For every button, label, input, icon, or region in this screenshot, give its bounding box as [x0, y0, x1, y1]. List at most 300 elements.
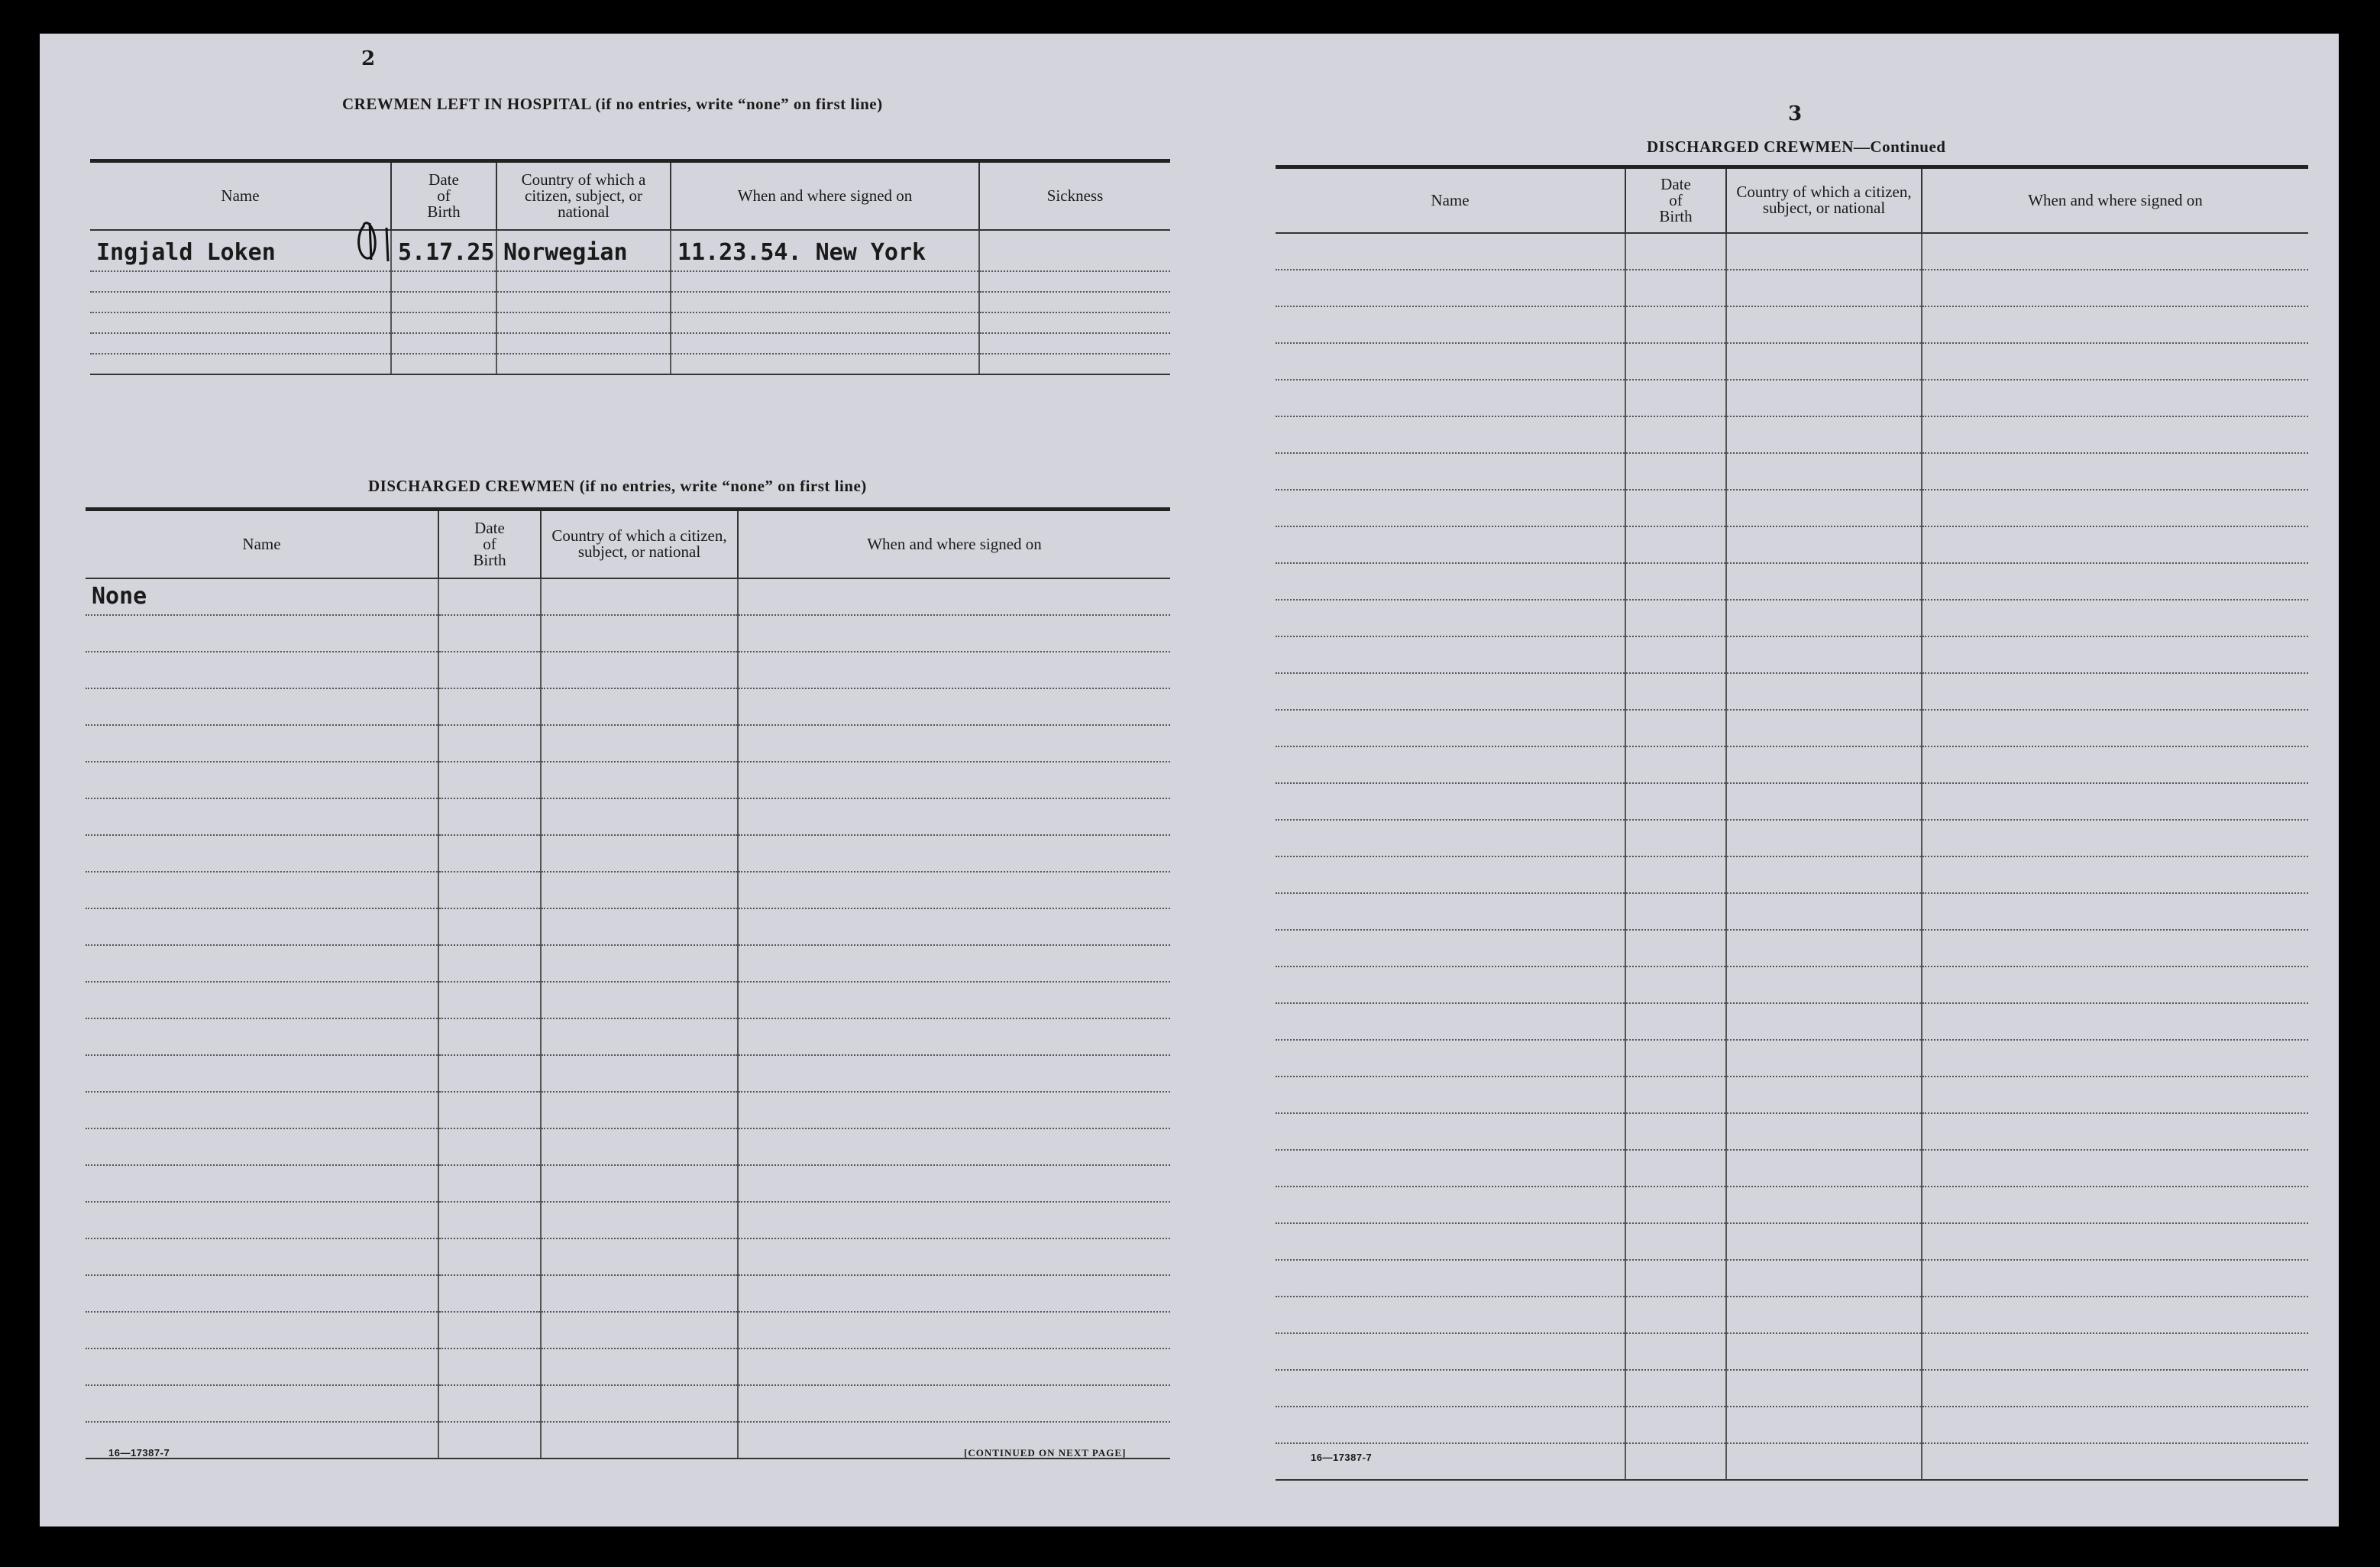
table-cell — [1625, 636, 1726, 673]
table-cell — [1276, 563, 1625, 600]
table-cell — [1625, 1333, 1726, 1370]
table-cell — [541, 945, 738, 982]
table-cell — [86, 1202, 438, 1238]
table-cell — [1625, 856, 1726, 893]
table-cell — [1276, 1187, 1625, 1223]
table-cell — [1922, 856, 2308, 893]
cell-text: None — [92, 582, 147, 610]
table-cell — [1726, 710, 1922, 746]
table-row — [86, 1092, 1170, 1128]
table-cell — [541, 1202, 738, 1238]
table-cell — [1922, 1407, 2308, 1443]
table-cell — [1625, 416, 1726, 453]
table-row — [1276, 1297, 2308, 1333]
table-cell — [1276, 526, 1625, 563]
table-cell — [541, 1128, 738, 1165]
table-cell — [86, 725, 438, 762]
table-row — [1276, 893, 2308, 930]
table-cell — [1276, 746, 1625, 783]
table-cell — [1726, 746, 1922, 783]
table-cell — [438, 652, 541, 688]
table-row — [1276, 1150, 2308, 1187]
discharged-continued-header — [1276, 167, 2308, 233]
table-cell — [86, 1348, 438, 1385]
table-cell — [1625, 1150, 1726, 1187]
col-name-header: Name — [1276, 167, 1625, 233]
discharged-section-title — [368, 477, 867, 496]
table-row — [1276, 1040, 2308, 1077]
table-row — [90, 312, 1170, 333]
table-cell — [738, 1128, 1170, 1165]
table-cell — [1276, 1040, 1625, 1077]
table-row — [1276, 1407, 2308, 1443]
table-row — [86, 1312, 1170, 1348]
table-cell — [1625, 930, 1726, 966]
table-row — [86, 945, 1170, 982]
table-cell — [1726, 1260, 1922, 1297]
table-cell — [90, 292, 391, 312]
table-cell — [979, 333, 1170, 354]
table-cell — [1922, 1150, 2308, 1187]
table-cell — [738, 1165, 1170, 1202]
table-row — [86, 615, 1170, 652]
table-cell — [496, 333, 671, 354]
table-cell — [671, 230, 979, 271]
table-row — [1276, 1187, 2308, 1223]
table-cell — [541, 1422, 738, 1459]
table-cell — [1276, 893, 1625, 930]
table-cell — [1726, 453, 1922, 490]
table-cell — [1726, 270, 1922, 306]
table-cell — [1726, 1370, 1922, 1407]
table-row — [1276, 526, 2308, 563]
table-cell — [1726, 930, 1922, 966]
table-cell — [541, 1348, 738, 1385]
table-cell — [979, 354, 1170, 374]
table-cell — [541, 1092, 738, 1128]
table-cell — [1726, 1040, 1922, 1077]
table-row — [1276, 673, 2308, 710]
table-cell — [738, 688, 1170, 725]
table-cell — [1922, 636, 2308, 673]
table-row — [86, 1055, 1170, 1092]
table-cell — [1625, 600, 1726, 636]
table-cell — [1276, 416, 1625, 453]
col-dob-header: Date of Birth — [438, 510, 541, 578]
cell-text: Norwegian — [503, 238, 628, 266]
table-cell — [1726, 1333, 1922, 1370]
table-cell — [1276, 783, 1625, 820]
table-cell — [438, 578, 541, 615]
table-cell — [1922, 306, 2308, 343]
table-cell — [1922, 233, 2308, 270]
table-cell — [1922, 820, 2308, 856]
table-cell — [738, 908, 1170, 945]
table-cell — [979, 230, 1170, 271]
table-cell — [1625, 1113, 1726, 1150]
table-cell — [738, 945, 1170, 982]
table-cell — [1922, 783, 2308, 820]
table-cell — [90, 333, 391, 354]
table-cell — [1276, 1223, 1625, 1260]
table-cell — [496, 292, 671, 312]
table-cell — [90, 271, 391, 292]
table-cell — [1726, 673, 1922, 710]
table-row — [86, 1238, 1170, 1275]
table-cell — [1922, 1113, 2308, 1150]
table-cell — [1726, 343, 1922, 380]
table-cell — [1625, 1040, 1726, 1077]
table-row — [1276, 490, 2308, 526]
table-cell — [1922, 1223, 2308, 1260]
table-cell — [738, 835, 1170, 872]
table-cell — [1276, 1150, 1625, 1187]
table-cell — [1276, 270, 1625, 306]
table-cell — [1625, 1003, 1726, 1040]
table-cell — [86, 1238, 438, 1275]
table-cell — [979, 312, 1170, 333]
table-cell — [1922, 1297, 2308, 1333]
table-cell — [541, 688, 738, 725]
table-cell — [1726, 563, 1922, 600]
continued-note: [CONTINUED ON NEXT PAGE] — [964, 1447, 1127, 1459]
table-cell — [438, 1422, 541, 1459]
table-cell — [738, 1238, 1170, 1275]
table-cell — [1726, 306, 1922, 343]
table-cell — [1922, 270, 2308, 306]
table-cell — [1625, 380, 1726, 416]
table-cell — [86, 688, 438, 725]
table-row — [86, 908, 1170, 945]
table-row — [86, 1385, 1170, 1422]
table-cell — [1726, 1407, 1922, 1443]
table-cell — [1276, 1077, 1625, 1113]
table-row — [86, 578, 1170, 615]
table-cell — [1276, 1003, 1625, 1040]
table-cell — [438, 1128, 541, 1165]
table-cell — [438, 615, 541, 652]
table-cell — [1922, 1260, 2308, 1297]
discharged-continued-title: DISCHARGED CREWMEN—Continued — [1647, 138, 1946, 156]
table-cell — [1922, 416, 2308, 453]
table-row — [86, 1165, 1170, 1202]
table-row — [1276, 1077, 2308, 1113]
table-cell — [1726, 1150, 1922, 1187]
cell-text: 5.17.25 — [398, 238, 495, 266]
table-cell — [1276, 1333, 1625, 1370]
table-cell — [671, 292, 979, 312]
document-sheet — [40, 34, 2339, 1527]
table-cell — [86, 762, 438, 798]
table-cell — [1276, 636, 1625, 673]
table-row — [86, 1128, 1170, 1165]
table-cell — [438, 1202, 541, 1238]
table-cell — [671, 271, 979, 292]
table-cell — [1922, 1003, 2308, 1040]
table-cell — [86, 945, 438, 982]
table-row — [86, 1348, 1170, 1385]
hospital-table-header — [90, 161, 1170, 230]
table-cell — [86, 982, 438, 1018]
table-cell — [438, 1092, 541, 1128]
table-cell — [1276, 930, 1625, 966]
table-cell — [1625, 1223, 1726, 1260]
table-row — [1276, 1223, 2308, 1260]
hospital-section-title — [342, 95, 883, 114]
table-cell — [391, 292, 496, 312]
table-cell — [738, 1348, 1170, 1385]
table-cell — [1922, 1443, 2308, 1480]
table-cell — [738, 982, 1170, 1018]
table-cell — [1922, 1333, 2308, 1370]
form-number-right: 16—17387-7 — [1311, 1452, 1373, 1463]
table-cell — [738, 762, 1170, 798]
table-cell — [1922, 526, 2308, 563]
table-cell — [738, 578, 1170, 615]
table-cell — [1625, 1443, 1726, 1480]
col-signed-on-header: When and where signed on — [738, 510, 1170, 578]
table-cell — [541, 1275, 738, 1312]
table-cell — [738, 1202, 1170, 1238]
table-row — [1276, 233, 2308, 270]
table-cell — [1922, 1077, 2308, 1113]
table-cell — [1625, 673, 1726, 710]
col-country-header: Country of which a citizen, subject, or national — [1726, 167, 1922, 233]
table-cell — [438, 1348, 541, 1385]
table-cell — [541, 1018, 738, 1055]
table-cell — [541, 725, 738, 762]
table-cell — [1625, 490, 1726, 526]
table-cell — [1922, 1187, 2308, 1223]
table-cell — [86, 1312, 438, 1348]
table-cell — [1726, 490, 1922, 526]
table-cell — [541, 872, 738, 908]
table-cell — [1922, 746, 2308, 783]
table-cell — [438, 1018, 541, 1055]
table-row — [1276, 416, 2308, 453]
table-cell — [1726, 600, 1922, 636]
table-cell — [1625, 233, 1726, 270]
table-row — [86, 1275, 1170, 1312]
table-cell — [1625, 306, 1726, 343]
table-cell — [1726, 1187, 1922, 1223]
table-cell — [1276, 380, 1625, 416]
table-cell — [738, 615, 1170, 652]
table-cell — [541, 1312, 738, 1348]
table-cell — [1726, 636, 1922, 673]
table-cell — [86, 798, 438, 835]
table-cell — [738, 1385, 1170, 1422]
table-cell — [541, 1165, 738, 1202]
table-row — [1276, 270, 2308, 306]
table-cell — [541, 762, 738, 798]
table-cell — [541, 578, 738, 615]
table-cell — [1726, 820, 1922, 856]
table-cell — [391, 271, 496, 292]
table-row — [1276, 1260, 2308, 1297]
table-cell — [86, 1055, 438, 1092]
table-cell — [496, 271, 671, 292]
table-cell — [541, 1238, 738, 1275]
table-cell — [1276, 306, 1625, 343]
table-cell — [438, 725, 541, 762]
table-cell — [738, 1092, 1170, 1128]
table-cell — [438, 872, 541, 908]
col-dob-header: Date of Birth — [391, 161, 496, 230]
table-cell — [1625, 526, 1726, 563]
table-cell — [541, 908, 738, 945]
table-row — [1276, 820, 2308, 856]
table-cell — [541, 615, 738, 652]
table-cell — [1726, 416, 1922, 453]
table-cell — [1726, 856, 1922, 893]
table-cell — [438, 908, 541, 945]
table-cell — [438, 835, 541, 872]
table-cell — [1625, 453, 1726, 490]
table-cell — [979, 271, 1170, 292]
table-cell — [541, 1385, 738, 1422]
table-cell — [1726, 233, 1922, 270]
table-row — [86, 1202, 1170, 1238]
table-cell — [391, 333, 496, 354]
table-cell — [1276, 1297, 1625, 1333]
table-cell — [541, 835, 738, 872]
table-cell — [1922, 966, 2308, 1003]
table-cell — [979, 292, 1170, 312]
col-country-header: Country of which a citizen, subject, or national — [496, 161, 671, 230]
table-cell — [1922, 600, 2308, 636]
table-cell — [738, 652, 1170, 688]
table-cell — [541, 1055, 738, 1092]
table-cell — [1726, 1297, 1922, 1333]
table-row — [1276, 453, 2308, 490]
table-row — [1276, 563, 2308, 600]
table-cell — [1625, 1260, 1726, 1297]
table-cell — [438, 1312, 541, 1348]
table-cell — [1625, 1407, 1726, 1443]
table-cell — [90, 230, 391, 271]
table-cell — [1726, 1113, 1922, 1150]
col-signed-on-header: When and where signed on — [1922, 167, 2308, 233]
table-cell — [438, 688, 541, 725]
discharged-title-note: (if no entries, write “none” on first line) — [579, 477, 867, 495]
hospital-title-note: (if no entries, write “none” on first line) — [595, 95, 883, 113]
table-cell — [1726, 1003, 1922, 1040]
table-row — [1276, 1333, 2308, 1370]
cell-text: 11.23.54. New York — [677, 238, 926, 266]
table-row — [86, 798, 1170, 835]
table-cell — [738, 872, 1170, 908]
table-row — [90, 271, 1170, 292]
table-cell — [738, 1018, 1170, 1055]
table-cell — [541, 982, 738, 1018]
table-cell — [541, 798, 738, 835]
cell-text: Ingjald Loken — [96, 238, 276, 266]
table-cell — [1276, 233, 1625, 270]
table-cell — [86, 1092, 438, 1128]
table-cell — [1922, 673, 2308, 710]
table-cell — [86, 1385, 438, 1422]
col-name-header: Name — [86, 510, 438, 578]
table-cell — [1276, 600, 1625, 636]
table-cell — [438, 1165, 541, 1202]
table-row — [86, 1018, 1170, 1055]
table-cell — [86, 1128, 438, 1165]
table-cell — [1276, 343, 1625, 380]
table-cell — [1625, 563, 1726, 600]
table-cell — [671, 333, 979, 354]
table-cell — [1922, 490, 2308, 526]
table-cell — [1726, 783, 1922, 820]
table-row — [90, 230, 1170, 271]
col-signed-on-header: When and where signed on — [671, 161, 979, 230]
table-cell — [1625, 1077, 1726, 1113]
table-cell — [738, 1312, 1170, 1348]
table-cell — [1726, 1077, 1922, 1113]
table-cell — [1726, 1443, 1922, 1480]
table-cell — [86, 578, 438, 615]
table-row — [90, 333, 1170, 354]
page-number-left: 2 — [361, 47, 376, 70]
table-cell — [1726, 966, 1922, 1003]
table-cell — [438, 1238, 541, 1275]
table-row — [1276, 1113, 2308, 1150]
table-cell — [438, 1275, 541, 1312]
table-row — [1276, 710, 2308, 746]
table-cell — [438, 762, 541, 798]
table-row — [1276, 1003, 2308, 1040]
table-row — [86, 872, 1170, 908]
table-row — [1276, 306, 2308, 343]
table-row — [1276, 930, 2308, 966]
table-row — [1276, 1370, 2308, 1407]
table-cell — [541, 652, 738, 688]
table-cell — [1922, 710, 2308, 746]
table-cell — [738, 1275, 1170, 1312]
table-cell — [671, 354, 979, 374]
table-row — [1276, 783, 2308, 820]
table-cell — [1726, 526, 1922, 563]
table-row — [86, 982, 1170, 1018]
table-cell — [1625, 270, 1726, 306]
table-cell — [86, 908, 438, 945]
page-number-right: 3 — [1787, 102, 1803, 125]
table-cell — [1276, 856, 1625, 893]
discharged-table — [86, 507, 1170, 1459]
table-cell — [438, 945, 541, 982]
table-row — [86, 835, 1170, 872]
table-cell — [86, 652, 438, 688]
table-cell — [86, 615, 438, 652]
form-number-left: 16—17387-7 — [108, 1447, 170, 1459]
table-row — [1276, 966, 2308, 1003]
discharged-table-header — [86, 510, 1170, 578]
table-cell — [438, 982, 541, 1018]
col-sickness-header: Sickness — [979, 161, 1170, 230]
table-row — [86, 725, 1170, 762]
table-cell — [438, 1385, 541, 1422]
table-cell — [1276, 1113, 1625, 1150]
table-cell — [1276, 1370, 1625, 1407]
table-cell — [1625, 893, 1726, 930]
col-name-header: Name — [90, 161, 391, 230]
table-cell — [391, 312, 496, 333]
table-cell — [1276, 1407, 1625, 1443]
table-row — [1276, 636, 2308, 673]
handwritten-initials-mark — [353, 219, 399, 264]
table-cell — [496, 312, 671, 333]
table-cell — [1726, 380, 1922, 416]
